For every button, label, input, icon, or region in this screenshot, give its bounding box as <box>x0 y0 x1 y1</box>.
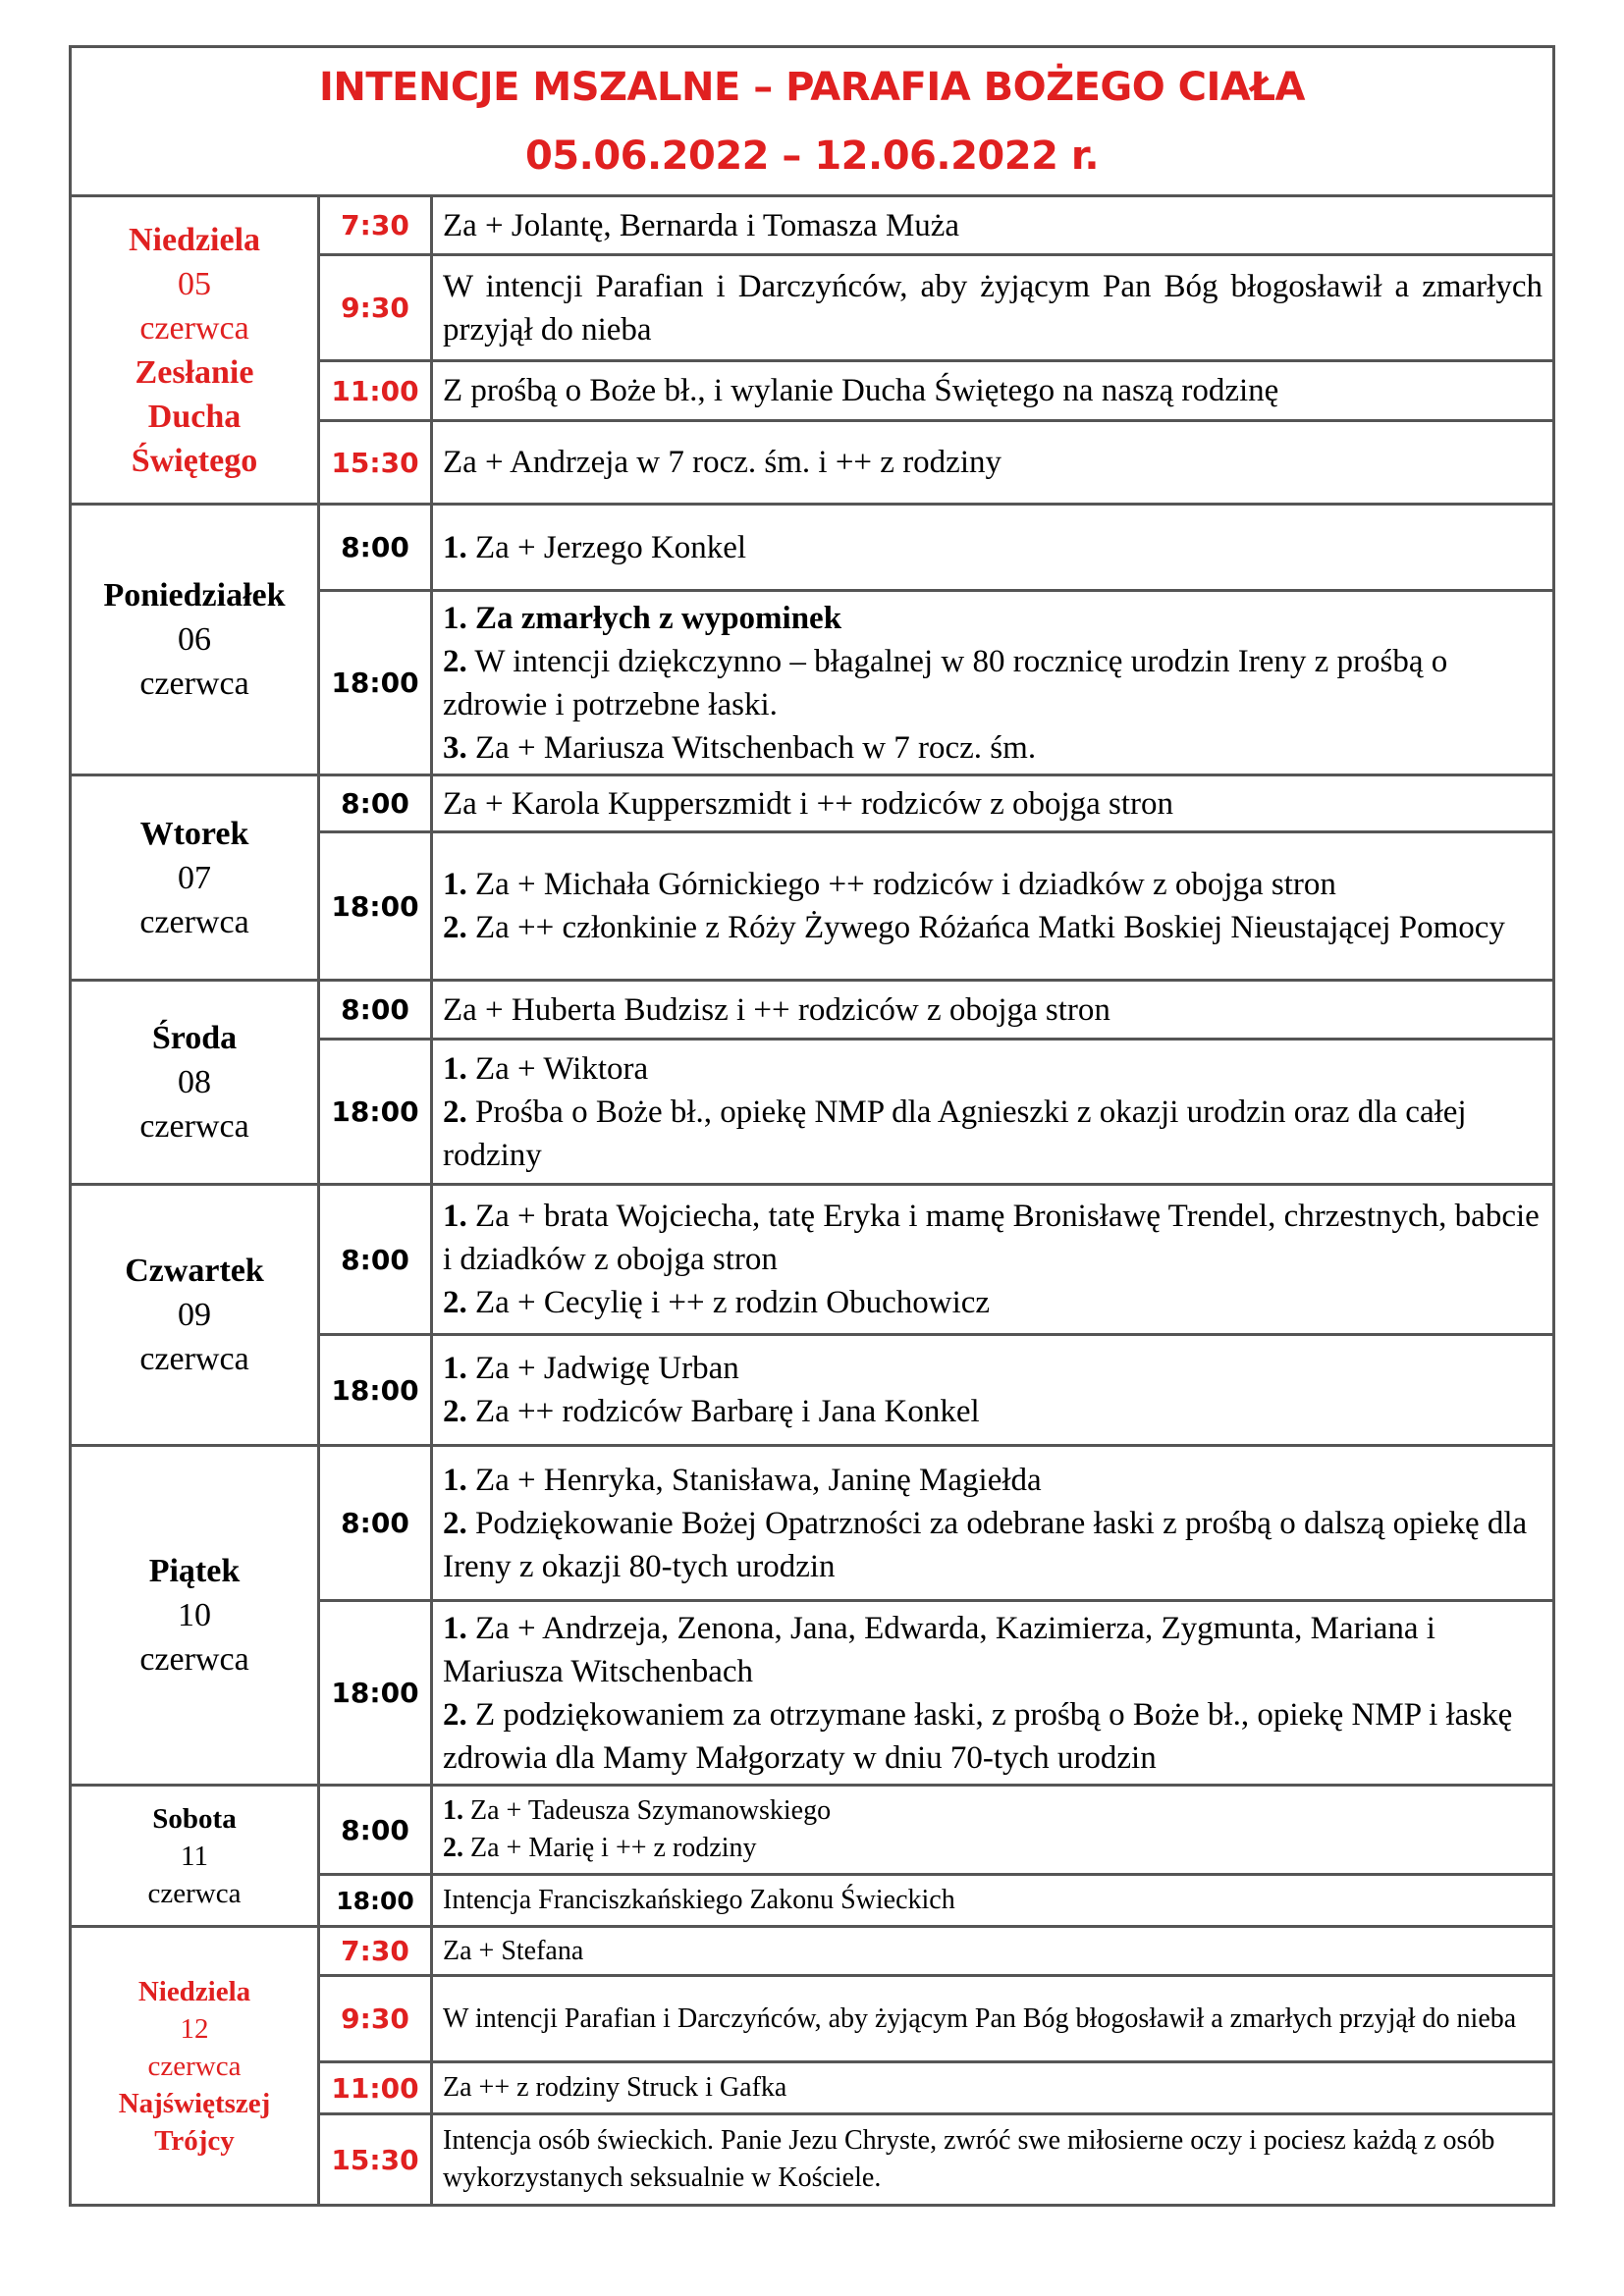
mass-row <box>320 1186 1552 1336</box>
mass-list <box>320 1186 1552 1444</box>
mass-row <box>320 1876 1552 1925</box>
mass-row <box>320 2063 1552 2115</box>
intention-number: 1. <box>443 1199 467 1234</box>
intention-number: 2. <box>443 910 467 945</box>
intention-number: 1. <box>443 867 467 902</box>
mass-row <box>320 1977 1552 2063</box>
day-cell <box>72 982 320 1183</box>
day-name: Czwartek <box>125 1253 264 1289</box>
mass-intention <box>433 2115 1552 2204</box>
intention-line: Za ++ z rodziny Struck i Gafka <box>443 2072 787 2103</box>
day-row-monday-06 <box>72 506 1552 776</box>
intentions-table <box>69 45 1555 2207</box>
intention-line <box>443 1693 1543 1780</box>
intention-text: Za + Tadeusza Szymanowskiego <box>470 1795 832 1826</box>
intention-line <box>443 1281 1543 1324</box>
intention-text: Prośba o Boże bł., opiekę NMP dla Agnieszki z okazji urodzin oraz dla całej rodziny <box>443 1094 1467 1173</box>
intention-line <box>443 1459 1543 1502</box>
day-cell <box>72 1447 320 1784</box>
intention-text: Za + Michała Górnickiego ++ rodziców i dziadków z obojga stron <box>475 867 1336 902</box>
intention-text: Za + Andrzeja, Zenona, Jana, Edwarda, Kazimierza, Zygmunta, Mariana i Mariusza Witschenbach <box>443 1610 1435 1689</box>
mass-row <box>320 422 1552 503</box>
mass-row <box>320 197 1552 256</box>
day-date: 08 <box>178 1064 211 1100</box>
mass-intention <box>433 197 1552 253</box>
mass-time: 7:30 <box>320 197 433 253</box>
mass-time: 8:00 <box>320 982 433 1038</box>
intention-line <box>443 726 1543 770</box>
mass-time: 8:00 <box>320 506 433 589</box>
day-date: 12 <box>180 2012 209 2045</box>
intention-line <box>443 526 1543 569</box>
mass-intention <box>433 362 1552 419</box>
mass-time: 18:00 <box>320 1876 433 1925</box>
intention-line <box>443 1047 1543 1091</box>
mass-time: 11:00 <box>320 362 433 419</box>
intention-line: Intencja Franciszkańskiego Zakonu Świeckich <box>443 1885 955 1915</box>
mass-time: 8:00 <box>320 776 433 830</box>
day-month: czerwca <box>147 1877 242 1909</box>
intention-number: 1. <box>443 1351 467 1386</box>
day-row-sunday-12 <box>72 1928 1552 2204</box>
mass-row <box>320 1447 1552 1602</box>
intention-number: 2. <box>443 643 467 679</box>
intention-text: W intencji dziękczynno – błagalnej w 80 rocznicę urodzin Ireny z prośbą o zdrowie i potrzebne łaski. <box>443 643 1448 722</box>
intention-number: 2. <box>443 1696 467 1733</box>
mass-time: 18:00 <box>320 1602 433 1784</box>
intention-line: W intencji Parafian i Darczyńców, aby żyjącym Pan Bóg błogosławił a zmarłych przyjął do nieba <box>443 268 1543 347</box>
intention-text: Za ++ rodziców Barbarę i Jana Konkel <box>475 1394 980 1429</box>
mass-time: 8:00 <box>320 1447 433 1599</box>
intention-text: Z podziękowaniem za otrzymane łaski, z prośbą o Boże bł., opiekę NMP i łaskę zdrowia dla Mamy Małgorzaty w dniu 70-tych urodzin <box>443 1696 1513 1776</box>
day-feast: Najświętszej Trójcy <box>118 2087 271 2157</box>
mass-intention <box>433 1447 1552 1599</box>
mass-intention <box>433 1186 1552 1333</box>
mass-intention <box>433 256 1552 359</box>
mass-list <box>320 197 1552 503</box>
day-name: Sobota <box>152 1802 237 1835</box>
mass-time: 9:30 <box>320 1977 433 2060</box>
mass-intention <box>433 506 1552 589</box>
mass-list <box>320 1787 1552 1925</box>
mass-intention <box>433 982 1552 1038</box>
intention-line <box>443 863 1543 906</box>
intention-number: 1. <box>443 1462 467 1498</box>
mass-intention <box>433 776 1552 830</box>
mass-intention <box>433 833 1552 979</box>
mass-intention <box>433 1928 1552 1974</box>
intention-number: 1. <box>443 1050 467 1087</box>
mass-intention <box>433 422 1552 503</box>
mass-row <box>320 1928 1552 1977</box>
intention-line <box>443 1390 1543 1433</box>
intention-line <box>443 597 1543 640</box>
day-date: 07 <box>178 859 211 896</box>
day-cell <box>72 776 320 979</box>
intention-line: Z prośbą o Boże bł., i wylanie Ducha Świętego na naszą rodzinę <box>443 373 1279 408</box>
day-cell <box>72 1928 320 2204</box>
day-date: 09 <box>178 1297 211 1333</box>
mass-list <box>320 506 1552 774</box>
intention-number: 1. <box>443 1795 463 1826</box>
day-row-wednesday-08 <box>72 982 1552 1186</box>
day-row-saturday-11 <box>72 1787 1552 1928</box>
mass-time: 8:00 <box>320 1186 433 1333</box>
day-cell <box>72 197 320 503</box>
mass-time: 7:30 <box>320 1928 433 1974</box>
intention-number: 3. <box>443 729 467 766</box>
intention-number: 2. <box>443 1833 463 1863</box>
mass-intention <box>433 2063 1552 2112</box>
day-month: czerwca <box>139 903 249 940</box>
day-cell <box>72 1787 320 1925</box>
day-month: czerwca <box>139 1641 249 1678</box>
intention-line <box>443 640 1543 726</box>
day-name: Poniedziałek <box>103 577 286 614</box>
intention-text: Za + Cecylię i ++ z rodzin Obuchowicz <box>475 1285 991 1320</box>
mass-list <box>320 1447 1552 1784</box>
day-name: Niedziela <box>137 1975 251 2007</box>
day-date: 05 <box>178 265 211 302</box>
mass-row <box>320 1787 1552 1876</box>
intention-text: Za + Mariusza Witschenbach w 7 rocz. śm. <box>475 729 1037 766</box>
day-row-friday-10 <box>72 1447 1552 1787</box>
intention-text: Podziękowanie Bożej Opatrzności za odebrane łaski z prośbą o dalszą opiekę dla Ireny z okazji 80-tych urodzin <box>443 1505 1528 1584</box>
day-cell <box>72 506 320 774</box>
mass-time: 18:00 <box>320 1041 433 1183</box>
intention-line <box>443 1830 1543 1867</box>
mass-row <box>320 592 1552 774</box>
intention-line <box>443 906 1543 949</box>
intention-line: W intencji Parafian i Darczyńców, aby żyjącym Pan Bóg błogosławił a zmarłych przyjął do nieba <box>443 2002 1517 2034</box>
mass-list <box>320 776 1552 979</box>
intention-line <box>443 1347 1543 1390</box>
day-month: czerwca <box>139 1341 249 1377</box>
intention-text: Za + Jerzego Konkel <box>475 529 747 565</box>
mass-row <box>320 1336 1552 1444</box>
mass-row <box>320 506 1552 592</box>
day-cell <box>72 1186 320 1444</box>
mass-time: 18:00 <box>320 833 433 979</box>
day-name: Środa <box>151 1020 238 1056</box>
day-month: czerwca <box>139 666 249 702</box>
day-name: Piątek <box>148 1553 241 1589</box>
day-date: 06 <box>178 621 211 658</box>
intention-text: Za ++ członkinie z Róży Żywego Różańca Matki Boskiej Nieustającej Pomocy <box>475 910 1505 945</box>
mass-row <box>320 833 1552 979</box>
mass-row <box>320 2115 1552 2204</box>
mass-time: 15:30 <box>320 2115 433 2204</box>
intention-number: 2. <box>443 1094 467 1130</box>
intention-line: Za + Huberta Budzisz i ++ rodziców z obojga stron <box>443 991 1110 1028</box>
day-row-sunday-05 <box>72 197 1552 506</box>
intention-number: 2. <box>443 1285 467 1320</box>
mass-intention <box>433 1336 1552 1444</box>
intention-line <box>443 1792 1543 1830</box>
intention-text: Za + brata Wojciecha, tatę Eryka i mamę Bronisławę Trendel, chrzestnych, babcie i dziadków z obojga stron <box>443 1199 1540 1277</box>
mass-list <box>320 982 1552 1183</box>
mass-row <box>320 982 1552 1041</box>
mass-time: 9:30 <box>320 256 433 359</box>
intention-number: 1. <box>443 600 467 636</box>
intention-line <box>443 1195 1543 1281</box>
day-row-tuesday-07 <box>72 776 1552 982</box>
mass-row <box>320 1041 1552 1183</box>
day-month: czerwca <box>147 2050 242 2082</box>
mass-intention <box>433 1602 1552 1784</box>
intention-text: Za + Henryka, Stanisława, Janinę Magiełda <box>475 1462 1042 1498</box>
intention-line: Za + Stefana <box>443 1935 584 1966</box>
table-header <box>72 48 1552 197</box>
mass-time: 18:00 <box>320 1336 433 1444</box>
mass-row <box>320 776 1552 833</box>
intention-number: 1. <box>443 529 467 565</box>
mass-time: 8:00 <box>320 1787 433 1873</box>
intention-number: 2. <box>443 1505 467 1541</box>
mass-time: 18:00 <box>320 592 433 774</box>
day-date: 10 <box>178 1597 211 1633</box>
day-name: Wtorek <box>139 815 249 852</box>
intention-line: Za + Jolantę, Bernarda i Tomasza Muża <box>443 207 960 243</box>
intention-line <box>443 1091 1543 1177</box>
day-feast: Zesłanie Ducha Świętego <box>131 353 258 479</box>
intention-line <box>443 1502 1543 1588</box>
intention-text: Za + Jadwigę Urban <box>475 1351 739 1386</box>
mass-row <box>320 256 1552 362</box>
intention-number: 1. <box>443 1610 467 1646</box>
day-row-thursday-09 <box>72 1186 1552 1447</box>
mass-intention <box>433 1876 1552 1925</box>
mass-row <box>320 362 1552 422</box>
intention-text: Za zmarłych z wypominek <box>475 600 842 636</box>
mass-time: 11:00 <box>320 2063 433 2112</box>
intention-text: Za + Wiktora <box>475 1050 649 1087</box>
day-date: 11 <box>181 1840 208 1872</box>
intention-text: Za + Marię i ++ z rodziny <box>470 1833 757 1863</box>
intention-line: Intencja osób świeckich. Panie Jezu Chryste, zwróć swe miłosierne oczy i pociesz każdą z osób wykorzystanych seksualnie w Kościele. <box>443 2125 1495 2193</box>
mass-row <box>320 1602 1552 1784</box>
intention-number: 2. <box>443 1394 467 1429</box>
intention-line: Za + Andrzeja w 7 rocz. śm. i ++ z rodziny <box>443 445 1001 480</box>
mass-time: 15:30 <box>320 422 433 503</box>
mass-list <box>320 1928 1552 2204</box>
day-month: czerwca <box>139 1108 249 1145</box>
day-name: Niedziela <box>128 221 261 258</box>
intention-line: Za + Karola Kupperszmidt i ++ rodziców z obojga stron <box>443 785 1174 822</box>
page-title: INTENCJE MSZALNE – PARAFIA BOŻEGO CIAŁA <box>318 65 1305 110</box>
mass-intention <box>433 592 1552 774</box>
date-range: 05.06.2022 – 12.06.2022 r. <box>524 133 1100 179</box>
mass-intention <box>433 1787 1552 1873</box>
day-month: czerwca <box>139 309 249 347</box>
mass-intention <box>433 1977 1552 2060</box>
mass-intention <box>433 1041 1552 1183</box>
intention-line <box>443 1607 1543 1693</box>
